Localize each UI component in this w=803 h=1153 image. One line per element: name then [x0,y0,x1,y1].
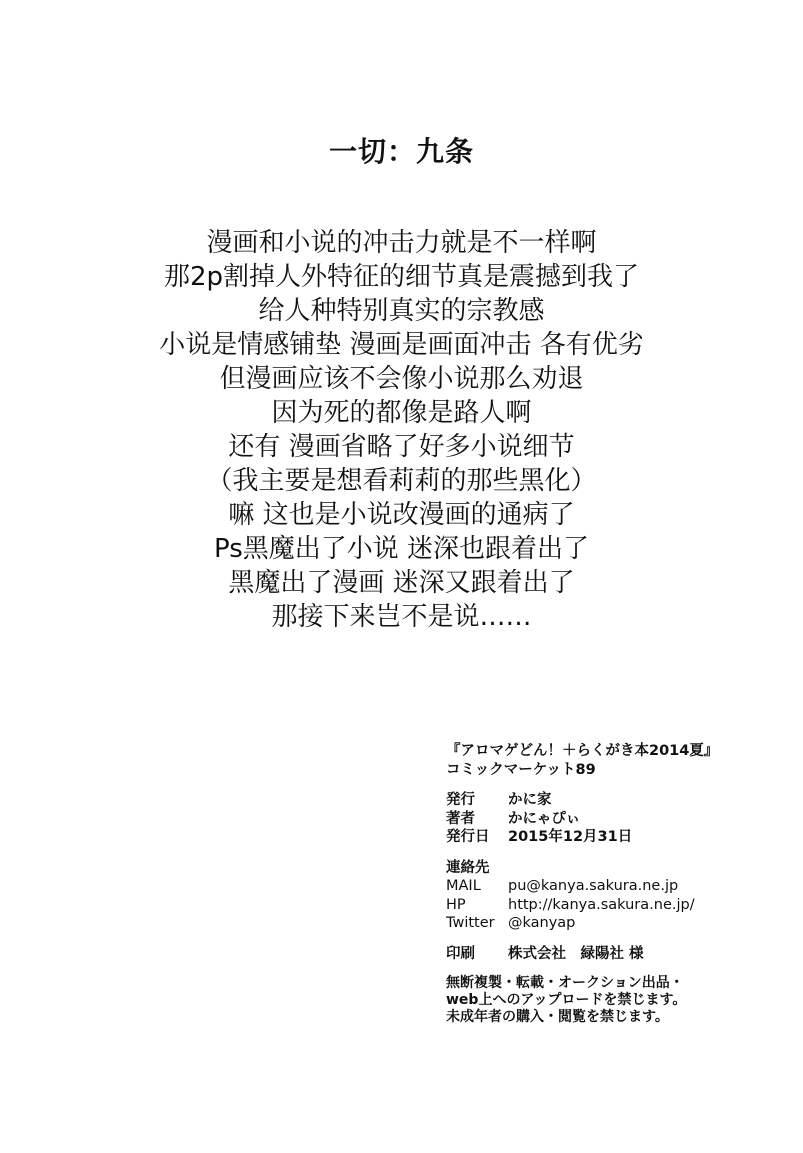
hp-row [446,896,776,915]
twitter-value: @kanyap [508,915,576,931]
event-name: コミックマーケット89 [446,761,596,778]
body-line: 因为死的都像是路人啊 [271,398,532,428]
publisher-label: 発行 [446,792,475,808]
body-line: （我主要是想看莉莉的那些黑化） [206,466,597,496]
twitter-label: Twitter [446,915,495,931]
twitter-row [446,914,776,933]
publisher-row [446,791,776,810]
author-label: 著者 [446,810,475,827]
date-value: 2015年12月31日 [508,829,633,845]
body-line: 那2p割掉人外特征的细节真是震撼到我了 [163,262,640,292]
body-line: 嘛 这也是小说改漫画的通病了 [228,500,575,530]
publisher-value: かに家 [508,792,552,808]
notice-line: 無断複製・転載・オークション出品・ [446,975,684,991]
printer-label: 印刷 [446,945,475,962]
body-text [0,226,803,634]
body-line: Ps黑魔出了小说 迷深也跟着出了 [213,534,590,564]
contact-heading: 連絡先 [446,859,490,876]
body-line: 黑魔出了漫画 迷深又跟着出了 [228,568,575,598]
mail-row [446,877,776,896]
date-row [446,828,776,847]
book-title: 『アロマゲどん！＋らくがき本2014夏』 [446,743,719,759]
mail-value: pu@kanya.sakura.ne.jp [508,878,679,894]
body-line: 但漫画应该不会像小说那么劝退 [219,364,584,394]
copyright-notice [446,975,776,1026]
notice-line: web上へのアップロードを禁じます。 [446,992,687,1008]
body-line: 还有 漫画省略了好多小说细节 [228,432,575,462]
date-label: 発行日 [446,829,490,845]
colophon [446,742,776,1026]
notice-line: 未成年者の購入・閲覧を禁じます。 [446,1009,669,1025]
printer-value: 株式会社 緑陽社 様 [508,945,644,962]
mail-label: MAIL [446,878,481,894]
printer-row [446,945,776,964]
author-value: かにゃぴぃ [508,810,581,827]
body-line: 漫画和小说的冲击力就是不一样啊 [206,228,597,258]
page-title: 一切：九条 [328,135,474,168]
body-line: 给人种特别真实的宗教感 [258,296,545,326]
body-line: 那接下来岂不是说…… [271,602,532,632]
hp-label: HP [446,896,466,913]
author-row [446,810,776,829]
body-line: 小说是情感铺垫 漫画是画面冲击 各有优劣 [159,330,644,360]
hp-value: http://kanya.sakura.ne.jp/ [508,896,695,913]
